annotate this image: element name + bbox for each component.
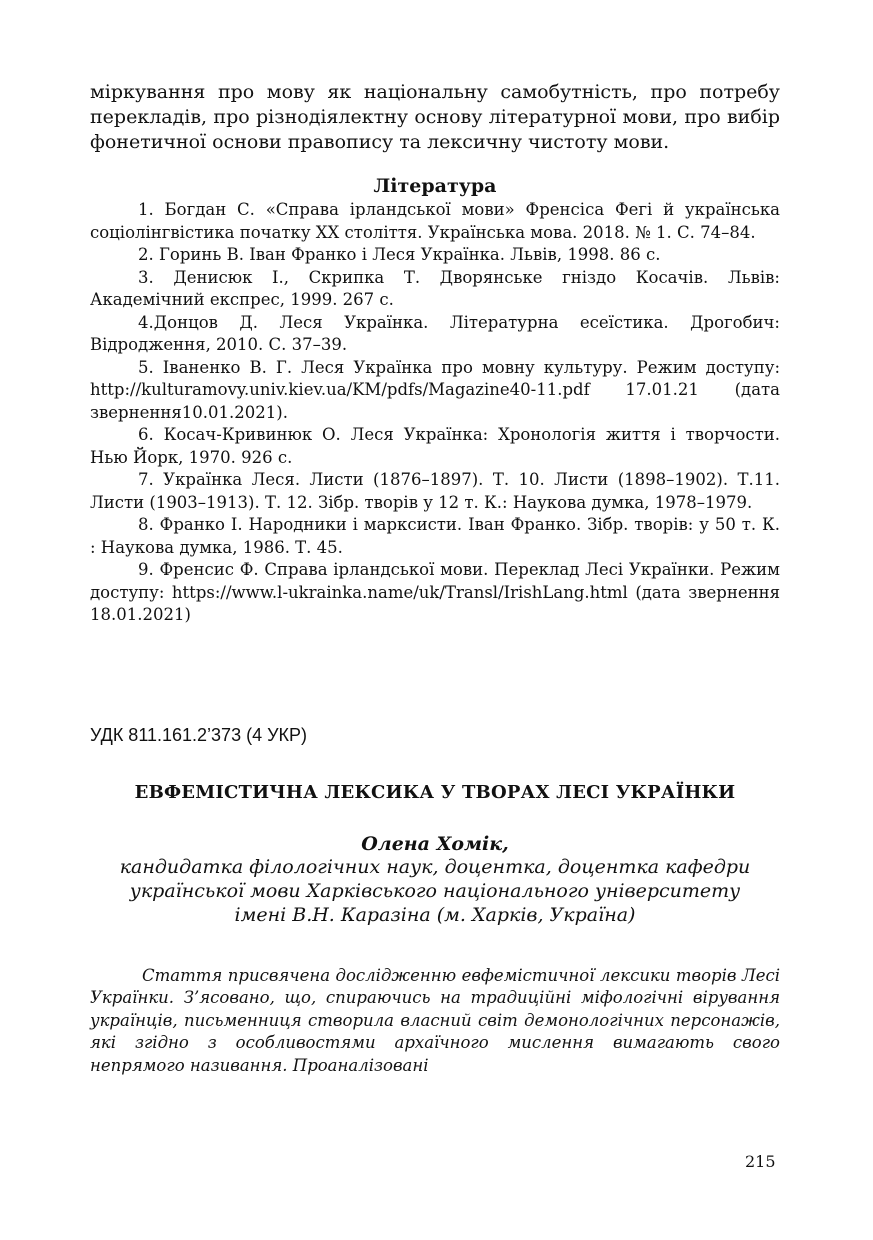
reference-item: 5. Іваненко В. Г. Леся Українка про мовну культуру. Режим доступу: http://kulturamovy.univ.kiev.ua/KM/pdfs/Magazine40-11.pdf 17.01.21 (дата звернення10.01.2021). [90, 357, 780, 422]
intro-paragraph: міркування про мову як національну самобутність, про потребу перекладів, про різнодіялектну основу літературної мови, про вибір фонетичної основи правопису та лексичну чистоту мови. [90, 81, 780, 153]
reference-item: 6. Косач-Кривинюк О. Леся Українка: Хронологія життя і творчости. Нью Йорк, 1970. 926 с. [90, 425, 780, 467]
abstract-paragraph: Стаття присвячена дослідженню евфемістичної лексики творів Лесі Українки. З’ясовано, що, спираючись на традиційні міфологічні вірування українців, письменниця створила власний світ демонологічних персонажів, які згідно з особливостями архаїчного мислення вимагають свого непрямого називання. Проаналізовані [90, 965, 780, 1075]
author-affiliation [90, 855, 780, 927]
reference-item: 3. Денисюк І., Скрипка Т. Дворянське гніздо Косачів. Львів: Академічний експрес, 1999. 267 с. [90, 267, 780, 309]
article-title: ЕВФЕМІСТИЧНА ЛЕКСИКА У ТВОРАХ ЛЕСІ УКРАЇНКИ [134, 781, 736, 803]
reference-item: 9. Френсис Ф. Справа ірландської мови. Переклад Лесі Українки. Режим доступу: https://www.l-ukrainka.name/uk/Transl/IrishLang.html (дата звернення 18.01.2021) [90, 560, 780, 624]
affiliation-line: кандидатка філологічних наук, доцентка, доцентка кафедри [119, 855, 751, 878]
affiliation-line: імені В.Н. Каразіна (м. Харків, Україна) [234, 903, 636, 926]
affiliation-line: української мови Харківського національного університету [129, 879, 741, 902]
author-name: Олена Хомік, [361, 832, 509, 855]
reference-list [90, 199, 780, 627]
reference-item: 2. Горинь В. Іван Франко і Леся Українка. Львів, 1998. 86 с. [138, 245, 661, 264]
reference-item: 1. Богдан С. «Справа ірландської мови» Френсіса Фегі й українська соціолінгвістика початку ХХ століття. Українська мова. 2018. № 1. С. 74–84. [90, 200, 780, 242]
literature-heading: Література [373, 175, 497, 197]
page-number: 215 [745, 1152, 776, 1171]
reference-item: 8. Франко І. Народники і марксисти. Іван Франко. Зібр. творів: у 50 т. К. : Наукова думка, 1986. Т. 45. [90, 515, 780, 557]
reference-item: 7. Українка Леся. Листи (1876–1897). Т. 10. Листи (1898–1902). Т.11. Листи (1903–1913). Т. 12. Зібр. творів у 12 т. К.: Наукова думка, 1978–1979. [90, 470, 780, 512]
udk-code: УДК 811.161.2’373 (4 УКР) [90, 724, 308, 745]
page-body [90, 80, 780, 1077]
reference-item: 4.Донцов Д. Леся Українка. Літературна есеїстика. Дрогобич: Відродження, 2010. С. 37–39. [90, 312, 780, 354]
